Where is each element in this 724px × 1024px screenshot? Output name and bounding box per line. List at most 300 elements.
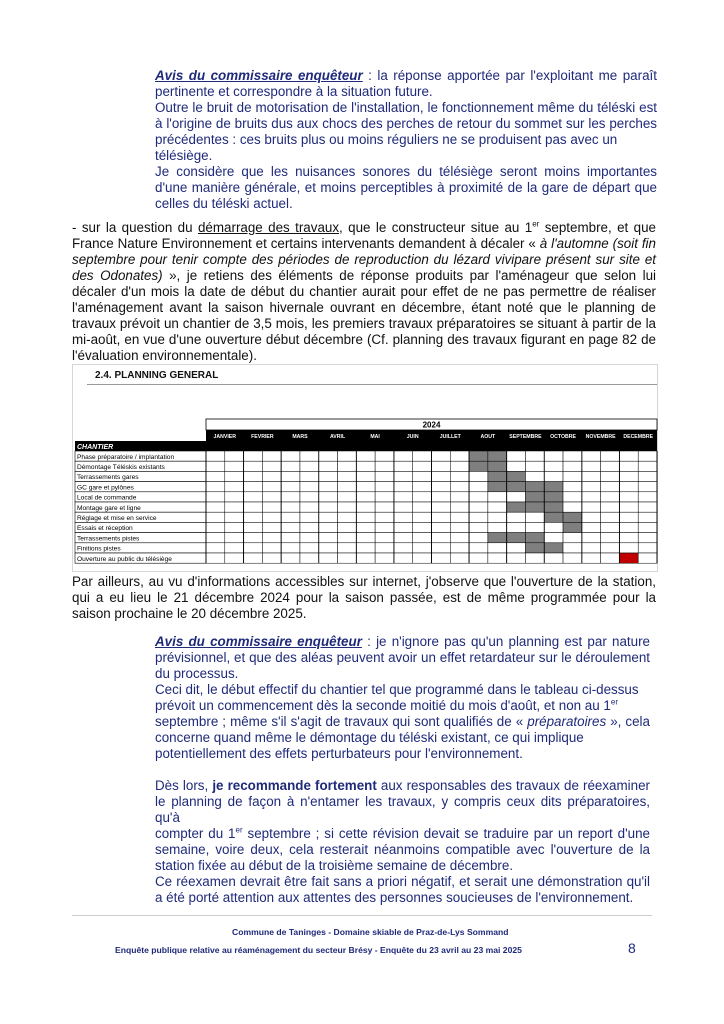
month-label: NOVEMBRE bbox=[585, 434, 616, 440]
empty-cell bbox=[507, 543, 526, 553]
empty-cell bbox=[262, 461, 281, 471]
empty-cell bbox=[619, 543, 638, 553]
empty-cell bbox=[281, 502, 300, 512]
empty-cell bbox=[319, 522, 338, 532]
empty-cell bbox=[525, 451, 544, 461]
task-bar-cell bbox=[488, 461, 507, 471]
chantier-header-bar bbox=[75, 441, 657, 451]
task-bar-cell bbox=[563, 522, 582, 532]
empty-cell bbox=[225, 461, 244, 471]
empty-cell bbox=[507, 492, 526, 502]
paragraph-demarrage-travaux: - sur la question du démarrage des travaux, que le constructeur situe au 1er septembre, et que France Nature Environnement et certains intervenants demandent à décaler « à l'automne (soit fin septembre pour tenir compte des périodes de reproduction du lézard vivipare présent sur site et des Odonates) », je retiens des éléments de réponse produits par l'aménageur que selon lui décaler d'un mois la date de début du chantier aurait pour effet de ne pas permettre de réaliser l'aménagement avant la saison hivernale ouvrant en décembre, étant noté que le planning de travaux prévoit un chantier de 3,5 mois, les premiers travaux préparatoires se situant à partir de la mi-août, en vue d'une ouverture début décembre (Cf. planning des travaux figurant en page 82 de l'évaluation environnementale). bbox=[72, 219, 657, 363]
empty-cell bbox=[394, 543, 413, 553]
empty-cell bbox=[432, 492, 451, 502]
empty-cell bbox=[450, 512, 469, 522]
footer-enquete: Enquête publique relative au réaménagement du secteur Brésy - Enquête du 23 avril au 23 mai 2025 bbox=[115, 945, 522, 955]
task-bar-cell bbox=[488, 482, 507, 492]
avis-heading: Avis du commissaire enquêteur bbox=[155, 68, 363, 83]
empty-cell bbox=[244, 522, 263, 532]
empty-cell bbox=[563, 502, 582, 512]
empty-cell bbox=[356, 533, 375, 543]
empty-cell bbox=[262, 492, 281, 502]
empty-cell bbox=[338, 522, 357, 532]
avis-heading: Avis du commissaire enquêteur bbox=[155, 634, 362, 649]
empty-cell bbox=[281, 451, 300, 461]
empty-cell bbox=[563, 471, 582, 481]
empty-cell bbox=[638, 482, 657, 492]
empty-cell bbox=[450, 543, 469, 553]
empty-cell bbox=[356, 543, 375, 553]
empty-cell bbox=[206, 543, 225, 553]
chantier-label: CHANTIER bbox=[77, 444, 114, 451]
empty-cell bbox=[206, 492, 225, 502]
month-label: SEPTEMBRE bbox=[509, 434, 542, 440]
empty-cell bbox=[619, 461, 638, 471]
empty-cell bbox=[244, 492, 263, 502]
empty-cell bbox=[206, 512, 225, 522]
empty-cell bbox=[281, 543, 300, 553]
empty-cell bbox=[225, 471, 244, 481]
empty-cell bbox=[300, 533, 319, 543]
avis-commissaire-1: Avis du commissaire enquêteur : la réponse apportée par l'exploitant me paraît pertinente et correspondre à la situation future. Outre le bruit de motorisation de l'installation, le fonctionnement même du téléski est à l'origine de bruits dus aux chocs des perches de retour du sommet sur les perches précédentes : ces bruits plus ou moins réguliers ne se produisent pas avec un télésiège. Je considère que les nuisances sonores du télésiège seront moins importantes d'une manière générale, et moins perceptibles à proximité de la gare de départ que celles du téléski actuel. bbox=[155, 68, 657, 211]
empty-cell bbox=[262, 533, 281, 543]
month-label: AOUT bbox=[480, 434, 496, 440]
empty-cell bbox=[394, 482, 413, 492]
task-bar-cell bbox=[507, 533, 526, 543]
empty-cell bbox=[338, 502, 357, 512]
empty-cell bbox=[244, 502, 263, 512]
empty-cell bbox=[582, 533, 601, 543]
empty-cell bbox=[300, 522, 319, 532]
empty-cell bbox=[281, 492, 300, 502]
task-bar-cell bbox=[544, 492, 563, 502]
empty-cell bbox=[413, 533, 432, 543]
empty-cell bbox=[450, 451, 469, 461]
empty-cell bbox=[619, 482, 638, 492]
empty-cell bbox=[469, 471, 488, 481]
empty-cell bbox=[582, 471, 601, 481]
empty-cell bbox=[413, 461, 432, 471]
empty-cell bbox=[582, 553, 601, 563]
task-bar-cell bbox=[563, 512, 582, 522]
empty-cell bbox=[394, 461, 413, 471]
empty-cell bbox=[413, 492, 432, 502]
empty-cell bbox=[619, 512, 638, 522]
empty-cell bbox=[300, 492, 319, 502]
footer-rule bbox=[72, 915, 652, 916]
empty-cell bbox=[601, 502, 620, 512]
empty-cell bbox=[413, 543, 432, 553]
empty-cell bbox=[394, 502, 413, 512]
empty-cell bbox=[601, 492, 620, 502]
empty-cell bbox=[281, 553, 300, 563]
empty-cell bbox=[488, 512, 507, 522]
task-bar-cell bbox=[525, 492, 544, 502]
empty-cell bbox=[544, 522, 563, 532]
empty-cell bbox=[638, 512, 657, 522]
empty-cell bbox=[225, 522, 244, 532]
empty-cell bbox=[319, 471, 338, 481]
empty-cell bbox=[582, 451, 601, 461]
empty-cell bbox=[338, 533, 357, 543]
empty-cell bbox=[375, 522, 394, 532]
empty-cell bbox=[281, 461, 300, 471]
empty-cell bbox=[488, 502, 507, 512]
empty-cell bbox=[225, 553, 244, 563]
empty-cell bbox=[356, 492, 375, 502]
empty-cell bbox=[300, 451, 319, 461]
empty-cell bbox=[262, 553, 281, 563]
empty-cell bbox=[338, 471, 357, 481]
empty-cell bbox=[356, 461, 375, 471]
task-label: Ouverture au public du télésiège bbox=[77, 555, 172, 563]
empty-cell bbox=[338, 553, 357, 563]
empty-cell bbox=[356, 553, 375, 563]
empty-cell bbox=[563, 533, 582, 543]
empty-cell bbox=[244, 461, 263, 471]
empty-cell bbox=[432, 502, 451, 512]
task-bar-cell bbox=[525, 482, 544, 492]
empty-cell bbox=[525, 522, 544, 532]
empty-cell bbox=[544, 451, 563, 461]
empty-cell bbox=[375, 471, 394, 481]
empty-cell bbox=[544, 533, 563, 543]
empty-cell bbox=[525, 471, 544, 481]
empty-cell bbox=[300, 461, 319, 471]
task-bar-cell bbox=[525, 533, 544, 543]
empty-cell bbox=[601, 461, 620, 471]
task-bar-cell bbox=[544, 543, 563, 553]
task-bar-cell bbox=[507, 471, 526, 481]
footer-commune: Commune de Taninges - Domaine skiable de Praz-de-Lys Sommand bbox=[232, 927, 509, 937]
empty-cell bbox=[601, 512, 620, 522]
empty-cell bbox=[244, 451, 263, 461]
empty-cell bbox=[338, 492, 357, 502]
empty-cell bbox=[507, 522, 526, 532]
empty-cell bbox=[507, 553, 526, 563]
empty-cell bbox=[244, 543, 263, 553]
task-label: Terrassements pistes bbox=[77, 535, 140, 543]
opening-cell bbox=[619, 553, 638, 563]
empty-cell bbox=[319, 543, 338, 553]
empty-cell bbox=[413, 502, 432, 512]
task-bar-cell bbox=[525, 543, 544, 553]
empty-cell bbox=[356, 471, 375, 481]
empty-cell bbox=[619, 451, 638, 461]
task-bar-cell bbox=[525, 502, 544, 512]
empty-cell bbox=[638, 533, 657, 543]
month-label: FEVRIER bbox=[251, 434, 274, 440]
empty-cell bbox=[488, 553, 507, 563]
empty-cell bbox=[394, 533, 413, 543]
empty-cell bbox=[450, 482, 469, 492]
empty-cell bbox=[563, 451, 582, 461]
empty-cell bbox=[281, 482, 300, 492]
empty-cell bbox=[225, 543, 244, 553]
empty-cell bbox=[262, 512, 281, 522]
empty-cell bbox=[394, 492, 413, 502]
empty-cell bbox=[413, 471, 432, 481]
empty-cell bbox=[601, 543, 620, 553]
month-label: DECEMBRE bbox=[623, 434, 654, 440]
empty-cell bbox=[432, 553, 451, 563]
task-label: Phase préparatoire / implantation bbox=[77, 453, 175, 461]
empty-cell bbox=[356, 522, 375, 532]
planning-title: 2.4. PLANNING GENERAL bbox=[95, 370, 219, 381]
empty-cell bbox=[563, 492, 582, 502]
recommendation-emphasis: je recommande fortement bbox=[212, 778, 377, 793]
empty-cell bbox=[262, 522, 281, 532]
empty-cell bbox=[525, 553, 544, 563]
month-label: AVRIL bbox=[329, 434, 346, 440]
empty-cell bbox=[319, 502, 338, 512]
empty-cell bbox=[432, 451, 451, 461]
empty-cell bbox=[375, 543, 394, 553]
empty-cell bbox=[544, 553, 563, 563]
empty-cell bbox=[450, 492, 469, 502]
empty-cell bbox=[375, 502, 394, 512]
empty-cell bbox=[262, 451, 281, 461]
empty-cell bbox=[319, 492, 338, 502]
month-label: MAI bbox=[370, 434, 380, 440]
empty-cell bbox=[638, 522, 657, 532]
empty-cell bbox=[469, 482, 488, 492]
task-label: Montage gare et ligne bbox=[77, 504, 141, 512]
empty-cell bbox=[413, 482, 432, 492]
empty-cell bbox=[300, 553, 319, 563]
empty-cell bbox=[582, 512, 601, 522]
empty-cell bbox=[394, 522, 413, 532]
empty-cell bbox=[206, 553, 225, 563]
empty-cell bbox=[206, 522, 225, 532]
empty-cell bbox=[300, 482, 319, 492]
empty-cell bbox=[319, 533, 338, 543]
empty-cell bbox=[338, 512, 357, 522]
empty-cell bbox=[225, 492, 244, 502]
task-label: Terrassements gares bbox=[77, 474, 139, 482]
task-label: Essais et réception bbox=[77, 525, 133, 533]
empty-cell bbox=[356, 451, 375, 461]
month-label: JUIN bbox=[406, 434, 419, 440]
empty-cell bbox=[319, 482, 338, 492]
empty-cell bbox=[469, 553, 488, 563]
empty-cell bbox=[619, 522, 638, 532]
empty-cell bbox=[619, 471, 638, 481]
empty-cell bbox=[488, 543, 507, 553]
empty-cell bbox=[300, 512, 319, 522]
empty-cell bbox=[338, 543, 357, 553]
empty-cell bbox=[638, 492, 657, 502]
empty-cell bbox=[413, 512, 432, 522]
empty-cell bbox=[601, 471, 620, 481]
empty-cell bbox=[375, 533, 394, 543]
empty-cell bbox=[638, 502, 657, 512]
empty-cell bbox=[319, 451, 338, 461]
empty-cell bbox=[469, 522, 488, 532]
empty-cell bbox=[582, 522, 601, 532]
empty-cell bbox=[582, 492, 601, 502]
empty-cell bbox=[469, 502, 488, 512]
task-bar-cell bbox=[544, 482, 563, 492]
task-bar-cell bbox=[507, 482, 526, 492]
empty-cell bbox=[450, 553, 469, 563]
empty-cell bbox=[525, 461, 544, 471]
empty-cell bbox=[432, 482, 451, 492]
empty-cell bbox=[601, 522, 620, 532]
page-number: 8 bbox=[628, 940, 636, 956]
empty-cell bbox=[563, 553, 582, 563]
empty-cell bbox=[206, 482, 225, 492]
empty-cell bbox=[225, 502, 244, 512]
empty-cell bbox=[206, 502, 225, 512]
empty-cell bbox=[375, 512, 394, 522]
empty-cell bbox=[601, 533, 620, 543]
empty-cell bbox=[225, 451, 244, 461]
task-label: Réglage et mise en service bbox=[77, 515, 157, 522]
empty-cell bbox=[319, 461, 338, 471]
task-label: Local de commande bbox=[77, 494, 137, 502]
empty-cell bbox=[300, 543, 319, 553]
empty-cell bbox=[206, 461, 225, 471]
empty-cell bbox=[563, 543, 582, 553]
empty-cell bbox=[300, 471, 319, 481]
empty-cell bbox=[413, 553, 432, 563]
empty-cell bbox=[394, 471, 413, 481]
empty-cell bbox=[281, 512, 300, 522]
empty-cell bbox=[394, 553, 413, 563]
empty-cell bbox=[638, 553, 657, 563]
empty-cell bbox=[206, 533, 225, 543]
task-bar-cell bbox=[469, 461, 488, 471]
empty-cell bbox=[601, 553, 620, 563]
empty-cell bbox=[563, 461, 582, 471]
empty-cell bbox=[356, 482, 375, 492]
empty-cell bbox=[375, 482, 394, 492]
empty-cell bbox=[262, 471, 281, 481]
empty-cell bbox=[262, 482, 281, 492]
month-label: OCTOBRE bbox=[550, 434, 576, 440]
empty-cell bbox=[244, 482, 263, 492]
empty-cell bbox=[507, 461, 526, 471]
empty-cell bbox=[507, 512, 526, 522]
empty-cell bbox=[582, 461, 601, 471]
empty-cell bbox=[413, 451, 432, 461]
empty-cell bbox=[394, 451, 413, 461]
empty-cell bbox=[469, 492, 488, 502]
empty-cell bbox=[619, 533, 638, 543]
empty-cell bbox=[488, 492, 507, 502]
empty-cell bbox=[638, 471, 657, 481]
month-label: JUILLET bbox=[439, 434, 461, 440]
empty-cell bbox=[582, 482, 601, 492]
empty-cell bbox=[563, 482, 582, 492]
empty-cell bbox=[356, 512, 375, 522]
demarrage-travaux-link: démarrage des travaux bbox=[197, 220, 340, 235]
empty-cell bbox=[450, 522, 469, 532]
empty-cell bbox=[544, 461, 563, 471]
empty-cell bbox=[432, 533, 451, 543]
empty-cell bbox=[244, 553, 263, 563]
empty-cell bbox=[638, 461, 657, 471]
empty-cell bbox=[319, 553, 338, 563]
empty-cell bbox=[432, 471, 451, 481]
task-label: Finitions pistes bbox=[77, 545, 121, 553]
empty-cell bbox=[394, 512, 413, 522]
empty-cell bbox=[356, 502, 375, 512]
empty-cell bbox=[638, 543, 657, 553]
empty-cell bbox=[619, 502, 638, 512]
empty-cell bbox=[525, 512, 544, 522]
empty-cell bbox=[206, 451, 225, 461]
paragraph-ouverture-station: Par ailleurs, au vu d'informations accessibles sur internet, j'observe que l'ouverture de la station, qui a eu lieu le 21 décembre 2024 pour la saison passée, est de même programmée pour la saison prochaine le 20 décembre 2025. bbox=[72, 574, 656, 621]
task-label: GC gare et pylônes bbox=[77, 484, 134, 492]
empty-cell bbox=[432, 522, 451, 532]
empty-cell bbox=[450, 502, 469, 512]
task-bar-cell bbox=[544, 512, 563, 522]
planning-general-table bbox=[72, 364, 658, 572]
empty-cell bbox=[375, 492, 394, 502]
task-bar-cell bbox=[488, 451, 507, 461]
month-label: MARS bbox=[292, 434, 308, 440]
empty-cell bbox=[338, 461, 357, 471]
task-bar-cell bbox=[507, 502, 526, 512]
empty-cell bbox=[262, 543, 281, 553]
empty-cell bbox=[281, 522, 300, 532]
empty-cell bbox=[375, 451, 394, 461]
empty-cell bbox=[281, 533, 300, 543]
empty-cell bbox=[469, 533, 488, 543]
empty-cell bbox=[601, 451, 620, 461]
empty-cell bbox=[582, 502, 601, 512]
year-label: 2024 bbox=[422, 420, 441, 430]
empty-cell bbox=[450, 471, 469, 481]
empty-cell bbox=[488, 522, 507, 532]
empty-cell bbox=[507, 451, 526, 461]
task-bar-cell bbox=[469, 451, 488, 461]
empty-cell bbox=[432, 461, 451, 471]
task-bar-cell bbox=[488, 533, 507, 543]
empty-cell bbox=[432, 543, 451, 553]
empty-cell bbox=[582, 543, 601, 553]
empty-cell bbox=[601, 482, 620, 492]
task-bar-cell bbox=[544, 502, 563, 512]
empty-cell bbox=[450, 461, 469, 471]
empty-cell bbox=[225, 482, 244, 492]
empty-cell bbox=[469, 512, 488, 522]
task-label: Démontage Téléskis existants bbox=[77, 464, 165, 471]
empty-cell bbox=[338, 451, 357, 461]
empty-cell bbox=[300, 502, 319, 512]
empty-cell bbox=[281, 471, 300, 481]
empty-cell bbox=[638, 451, 657, 461]
empty-cell bbox=[244, 533, 263, 543]
avis-commissaire-2: Avis du commissaire enquêteur : je n'ignore pas qu'un planning est par nature prévisionnel, et que des aléas peuvent avoir un effet retardateur sur le déroulement du processus. Ceci dit, le début effectif du chantier tel que programmé dans le tableau ci-dessus prévoit un commencement dès la seconde moitié du mois d'août, et non au 1er septembre ; même s'il s'agit de travaux qui sont qualifiés de « préparatoires », cela concerne quand même le démontage du téléski existant, ce qui implique potentiellement des effets perturbateurs pour l'environnement. Dès lors, je recommande fortement aux responsables des travaux de réexaminer le planning de façon à n'entamer les travaux, y compris ceux dits préparatoires, qu'à compter du 1er septembre ; si cette révision devait se traduire par un report d'une semaine, voire deux, cela resterait néanmoins compatible avec l'ouverture de la station fixée au début de la troisième semaine de décembre. Ce réexamen devrait être fait sans a priori négatif, et serait une démonstration qu'il a été porté attention aux attentes des personnes soucieuses de l'environnement. bbox=[155, 634, 650, 905]
empty-cell bbox=[244, 471, 263, 481]
empty-cell bbox=[432, 512, 451, 522]
month-label: JANVIER bbox=[213, 434, 237, 440]
empty-cell bbox=[375, 461, 394, 471]
empty-cell bbox=[244, 512, 263, 522]
empty-cell bbox=[225, 512, 244, 522]
empty-cell bbox=[375, 553, 394, 563]
empty-cell bbox=[544, 471, 563, 481]
empty-cell bbox=[450, 533, 469, 543]
empty-cell bbox=[262, 502, 281, 512]
empty-cell bbox=[338, 482, 357, 492]
empty-cell bbox=[319, 512, 338, 522]
empty-cell bbox=[619, 492, 638, 502]
empty-cell bbox=[225, 533, 244, 543]
